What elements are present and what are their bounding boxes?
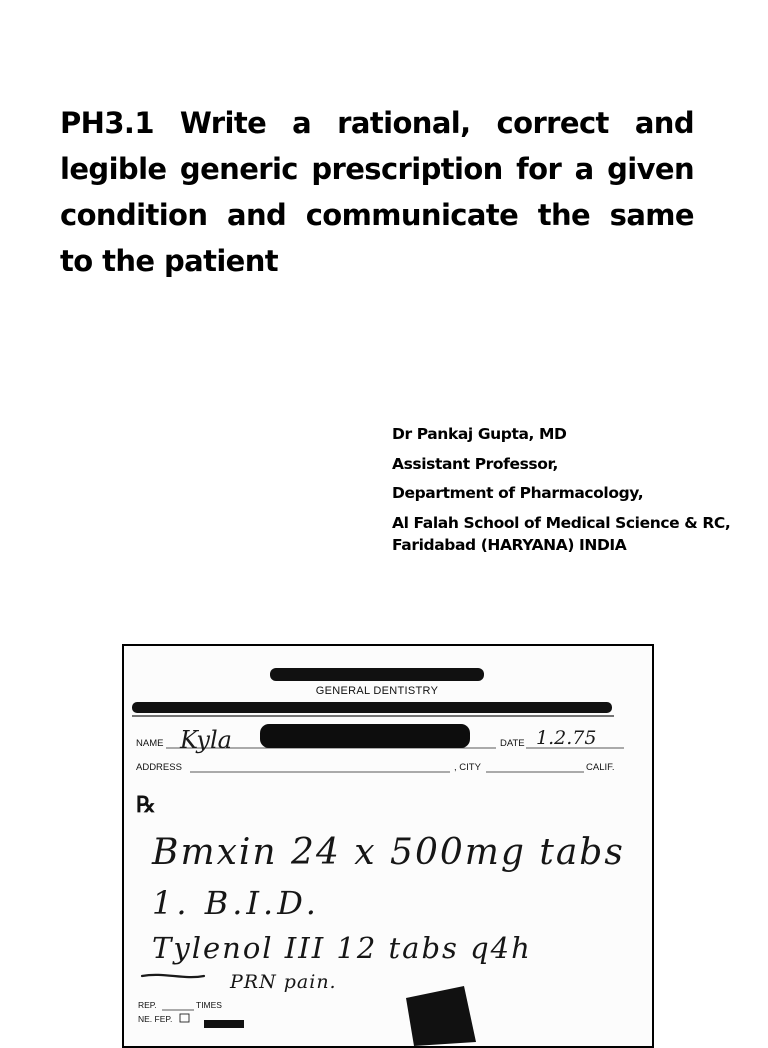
redaction-bar-doctor [270, 668, 484, 681]
author-institution: Al Falah School of Medical Science & RC, [392, 513, 731, 532]
state-label: CALIF. [586, 762, 615, 773]
redaction-bar-patient [260, 724, 470, 748]
handwritten-line-3: Tylenol III 12 tabs q4h [152, 931, 532, 965]
prescription-image [122, 644, 654, 1048]
nr-label: NE. FEP. [138, 1014, 173, 1024]
date-label: DATE [500, 738, 525, 749]
handwritten-date: 1.2.75 [536, 727, 597, 749]
handwritten-patient-name: Kyla [180, 726, 232, 754]
rx-symbol: ℞ [136, 792, 156, 818]
name-label: NAME [136, 738, 164, 749]
times-label: TIMES [196, 1000, 222, 1010]
city-label: , CITY [454, 762, 481, 773]
author-location: Faridabad (HARYANA) INDIA [392, 536, 627, 554]
prescription-scan [124, 646, 652, 1046]
redaction-bar-small [204, 1020, 244, 1028]
handwritten-line-4: PRN pain. [230, 971, 337, 993]
redaction-bar-address [132, 702, 612, 713]
author-block [392, 420, 768, 556]
practice-label: GENERAL DENTISTRY [315, 685, 439, 697]
author-department: Department of Pharmacology, [392, 484, 644, 502]
slide-title: PH3.1 Write a rational, correct and legible generic prescription for a given condition and communicate the same to the patient [60, 106, 694, 278]
author-position: Assistant Professor, [392, 454, 558, 473]
handwritten-line-2: 1. B.I.D. [152, 884, 320, 922]
handwritten-line-1: Bmxin 24 x 500mg tabs [152, 832, 625, 873]
author-name: Dr Pankaj Gupta, MD [392, 425, 567, 443]
address-label: ADDRESS [136, 762, 182, 773]
refill-label: REP. [138, 1000, 157, 1010]
